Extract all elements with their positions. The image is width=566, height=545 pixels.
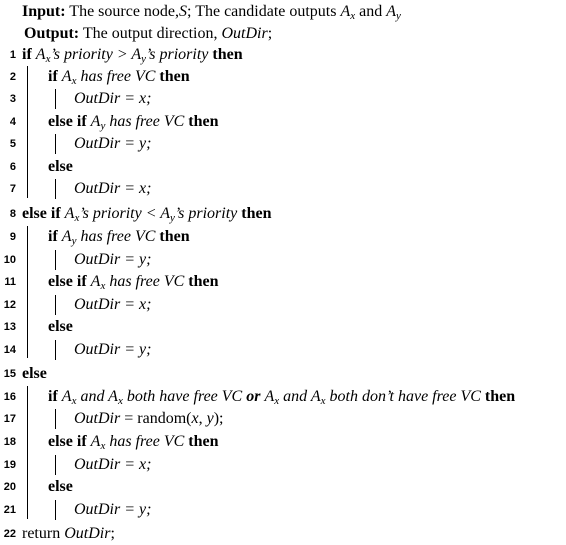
block-bar-inner-12 xyxy=(55,295,56,315)
line-number: 14 xyxy=(3,344,16,356)
block-bar-outer-2 xyxy=(27,226,28,358)
algo-line-5: 5 OutDir = y; xyxy=(0,133,566,155)
line-number: 11 xyxy=(4,276,16,288)
input-source-var: S xyxy=(179,3,188,20)
line-number: 8 xyxy=(9,208,16,220)
line-number: 19 xyxy=(3,459,16,471)
algo-line-21: 21 OutDir = y; xyxy=(0,499,566,521)
line-number: 2 xyxy=(9,71,16,83)
algo-line-12: 12 OutDir = x; xyxy=(0,294,566,316)
input-x-sub: x xyxy=(350,10,356,22)
line-number: 3 xyxy=(9,93,16,105)
input-and: and xyxy=(355,3,387,20)
line-number: 1 xyxy=(9,49,16,61)
algo-line-8: 8 else if $A_x’s$ priority < $A_y’s$ priority then xyxy=(0,203,566,225)
block-bar-inner-7 xyxy=(55,179,56,199)
line-number: 12 xyxy=(3,299,16,311)
input-text-2: ; The candidate outputs xyxy=(187,3,341,20)
line-number: 9 xyxy=(9,231,16,243)
output-label: Output: xyxy=(24,25,80,42)
input-text-1: The source node, xyxy=(65,3,180,20)
block-bar-inner-5 xyxy=(55,134,56,154)
algo-line-10: 10 OutDir = y; xyxy=(0,249,566,271)
output-line xyxy=(24,24,272,44)
line-number: 16 xyxy=(3,391,16,403)
algo-line-1: 1 if $A_x’s$ priority > $A_y’s$ priority then xyxy=(0,44,566,66)
input-a-var: A xyxy=(340,3,351,20)
algo-line-15: 15 else xyxy=(0,363,566,385)
line-number: 22 xyxy=(3,528,16,540)
algo-line-6: 6 else xyxy=(0,156,566,178)
block-bar-outer-1 xyxy=(27,66,28,198)
input-a-var-2: A xyxy=(386,3,397,20)
line-number: 17 xyxy=(3,413,16,425)
algo-line-20: 20 else xyxy=(0,476,566,498)
block-bar-inner-21 xyxy=(55,500,56,520)
line-number: 7 xyxy=(9,183,16,195)
algo-line-11: 11 else if $A_x$ has free VC then xyxy=(0,271,566,293)
input-label: Input: xyxy=(22,3,66,20)
line-number: 6 xyxy=(9,161,16,173)
line-number: 4 xyxy=(9,116,16,128)
block-bar-inner-14 xyxy=(55,340,56,360)
output-semicolon: ; xyxy=(267,25,273,42)
line-number: 5 xyxy=(9,138,16,150)
algo-line-22: 22 return OutDir; xyxy=(0,523,566,545)
line-number: 15 xyxy=(3,368,16,380)
output-text: The output direction, xyxy=(79,25,222,42)
output-var: OutDir xyxy=(221,25,268,42)
algo-line-17: 17 OutDir = random(x, y); xyxy=(0,408,566,430)
algo-line-16: 16 if $A_x$ and $A_x$ both have free VC or $A_x$ and $A_x$ both don’t have free VC then xyxy=(0,386,566,408)
algo-line-13: 13 else xyxy=(0,316,566,338)
algo-line-18: 18 else if $A_x$ has free VC then xyxy=(0,431,566,453)
line-number: 13 xyxy=(3,321,16,333)
algo-line-14: 14 OutDir = y; xyxy=(0,339,566,361)
line-number: 21 xyxy=(3,504,16,516)
block-bar-inner-3 xyxy=(55,89,56,109)
algo-line-4: 4 else if $A_y$ has free VC then xyxy=(0,111,566,133)
block-bar-inner-17 xyxy=(55,409,56,429)
line-number: 10 xyxy=(3,254,16,266)
line-number: 18 xyxy=(3,436,16,448)
algo-line-2: 2 if $A_x$ has free VC then xyxy=(0,66,566,88)
algo-line-19: 19 OutDir = x; xyxy=(0,454,566,476)
line-number: 20 xyxy=(3,481,16,493)
algo-line-9: 9 if $A_y$ has free VC then xyxy=(0,226,566,248)
input-line xyxy=(22,2,401,26)
algo-line-7: 7 OutDir = x; xyxy=(0,178,566,200)
block-bar-inner-19 xyxy=(55,455,56,475)
input-y-sub: y xyxy=(396,10,401,22)
block-bar-inner-10 xyxy=(55,250,56,270)
algo-line-3: 3 OutDir = x; xyxy=(0,88,566,110)
block-bar-outer-3 xyxy=(27,386,28,519)
